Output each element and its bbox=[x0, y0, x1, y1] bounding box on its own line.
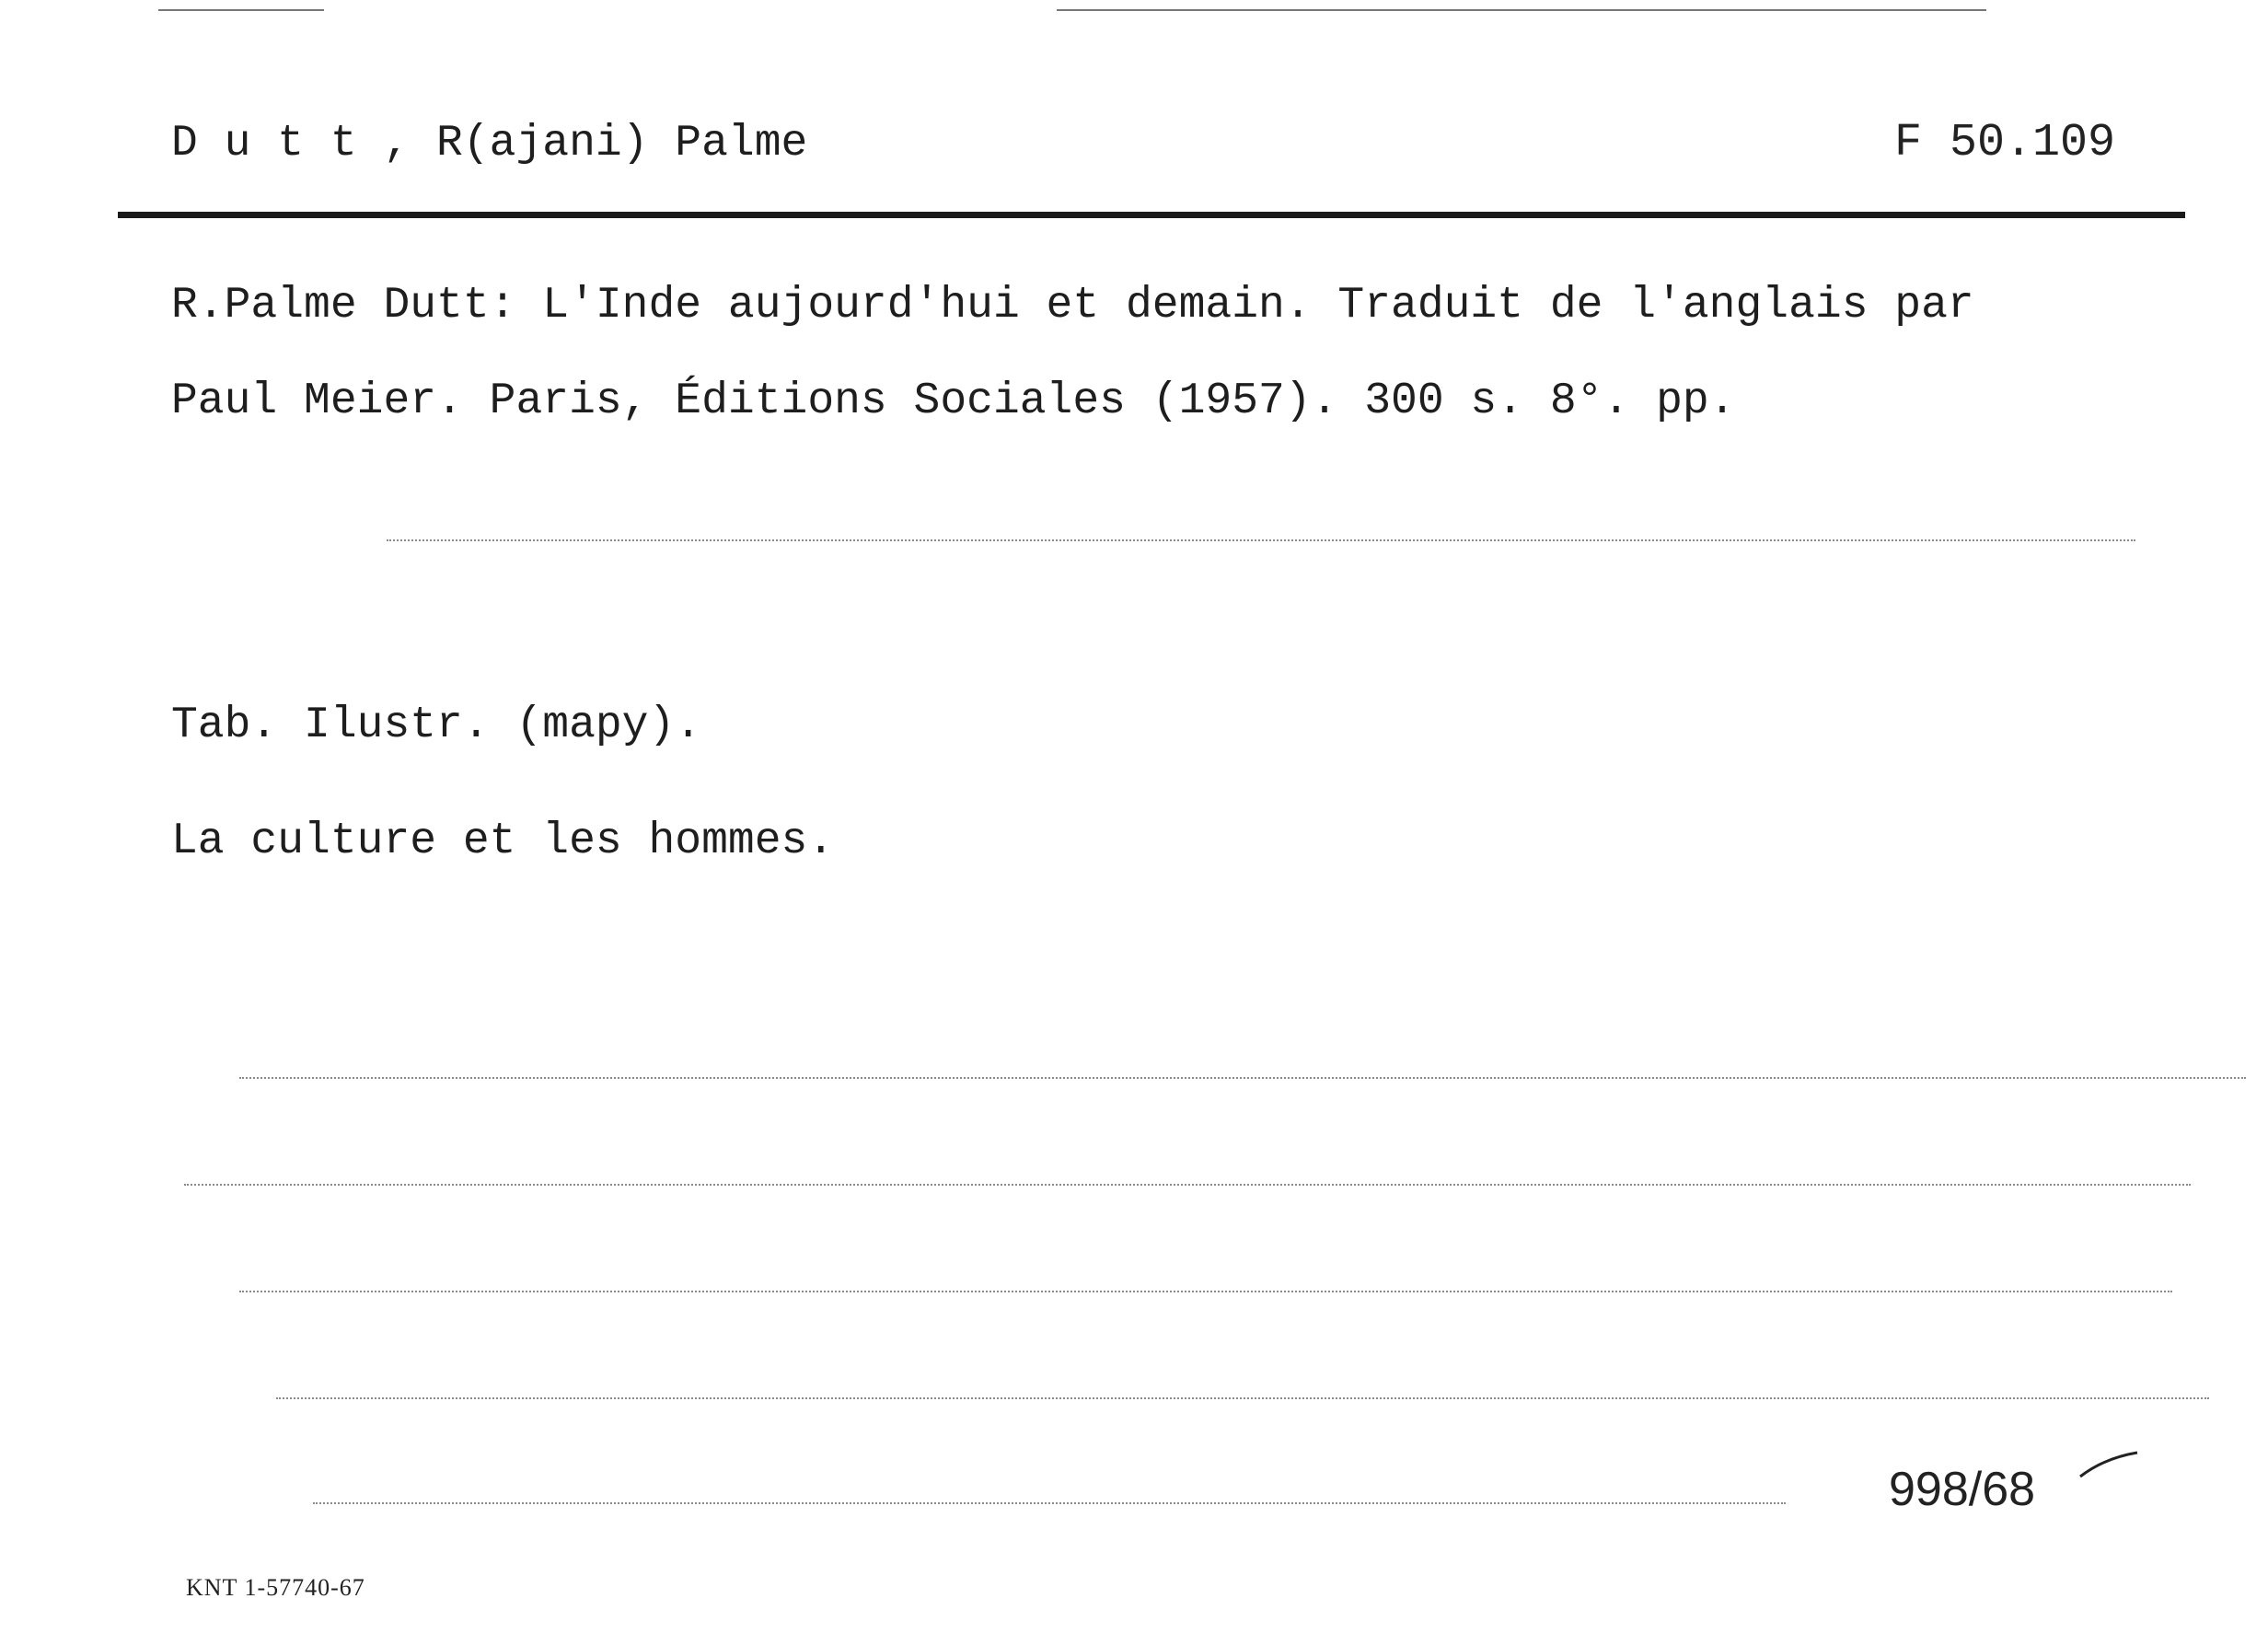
faint-ruling-1 bbox=[387, 539, 2135, 543]
faint-ruling-4 bbox=[239, 1291, 2172, 1294]
description-line-1: R.Palme Dutt: L'Inde aujourd'hui et demain. Traduit de l'anglais par bbox=[171, 281, 1974, 330]
illustrations-note: Tab. Ilustr. (mapy). bbox=[171, 701, 702, 750]
faint-ruling-6 bbox=[313, 1502, 1786, 1506]
faint-ruling-5 bbox=[276, 1397, 2209, 1401]
top-edge-line-right bbox=[1057, 9, 1986, 11]
handwritten-check-mark bbox=[2077, 1449, 2141, 1482]
card-print-identifier: KNT 1-57740-67 bbox=[186, 1574, 365, 1601]
heading-rule bbox=[118, 212, 2185, 218]
heading-author: D u t t , R(ajani) Palme bbox=[171, 119, 808, 168]
faint-ruling-2 bbox=[239, 1077, 2246, 1081]
series-note: La culture et les hommes. bbox=[171, 817, 835, 866]
description-line-2: Paul Meier. Paris, Éditions Sociales (1957). 300 s. 8°. pp. bbox=[171, 376, 1736, 426]
top-edge-line-left bbox=[158, 9, 324, 11]
faint-ruling-3 bbox=[184, 1184, 2191, 1187]
accession-number: 998/68 bbox=[1889, 1463, 2036, 1516]
call-number: F 50.109 bbox=[1894, 117, 2116, 169]
